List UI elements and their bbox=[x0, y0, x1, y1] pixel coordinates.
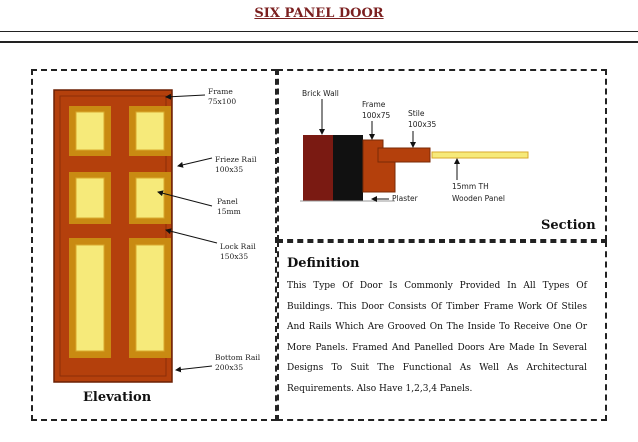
frame-label-line1: Frame bbox=[208, 87, 233, 96]
section-frame-label-1: Frame bbox=[362, 100, 386, 109]
page-title: SIX PANEL DOOR bbox=[254, 6, 384, 21]
door-section bbox=[300, 135, 528, 201]
lock-rail-label-line2: 150x35 bbox=[220, 252, 249, 261]
door-panel-bottom-right bbox=[129, 238, 171, 358]
door-elevation bbox=[54, 90, 172, 382]
door-panel-bottom-left bbox=[69, 238, 111, 358]
door-panel-middle-right bbox=[129, 172, 171, 224]
panel-label-line1: Panel bbox=[217, 197, 238, 206]
brick-wall-label: Brick Wall bbox=[302, 89, 339, 98]
frieze-rail-leader bbox=[178, 158, 212, 166]
door-panel-top-right bbox=[129, 106, 171, 156]
brick-wall-shape bbox=[303, 135, 333, 201]
lock-rail-leader bbox=[166, 230, 217, 243]
plaster-label: Plaster bbox=[392, 194, 418, 203]
bottom-rail-leader bbox=[176, 366, 212, 370]
panel-label-line2: 15mm bbox=[217, 207, 241, 216]
wooden-panel-shape bbox=[432, 152, 528, 158]
wooden-panel-label-2: Wooden Panel bbox=[452, 194, 505, 203]
definition-text: This Type Of Door Is Commonly Provided In All Types Of Buildings. This Door Consists Of Timber Frame Work Of Stiles And Rails Which Are Grooved On The Inside To Receive One Or More Panels. Framed And Panelled Doors Are Made In Several Designs To Suit The Functional As Well As Architectural Requirements. Also Have 1,2,3,4 Panels. bbox=[287, 281, 587, 394]
elevation-caption: Elevation bbox=[83, 390, 152, 405]
definition-heading: Definition bbox=[287, 256, 360, 271]
stile-label-1: Stile bbox=[408, 109, 425, 118]
door-panel-top-left bbox=[69, 106, 111, 156]
section-caption: Section bbox=[541, 218, 596, 233]
bottom-rail-label-line1: Bottom Rail bbox=[215, 353, 261, 362]
frame-label-line2: 75x100 bbox=[208, 97, 237, 106]
stile-shape bbox=[378, 148, 430, 162]
lock-rail-label-line1: Lock Rail bbox=[220, 242, 256, 251]
frieze-rail-label-line2: 100x35 bbox=[215, 165, 244, 174]
stile-label-2: 100x35 bbox=[408, 120, 437, 129]
door-panel-middle-left bbox=[69, 172, 111, 224]
frieze-rail-label-line1: Frieze Rail bbox=[215, 155, 257, 164]
section-frame-label-2: 100x75 bbox=[362, 111, 391, 120]
wooden-panel-label-1: 15mm TH bbox=[452, 182, 489, 191]
bottom-rail-label-line2: 200x35 bbox=[215, 363, 244, 372]
plaster-layer bbox=[333, 135, 363, 201]
